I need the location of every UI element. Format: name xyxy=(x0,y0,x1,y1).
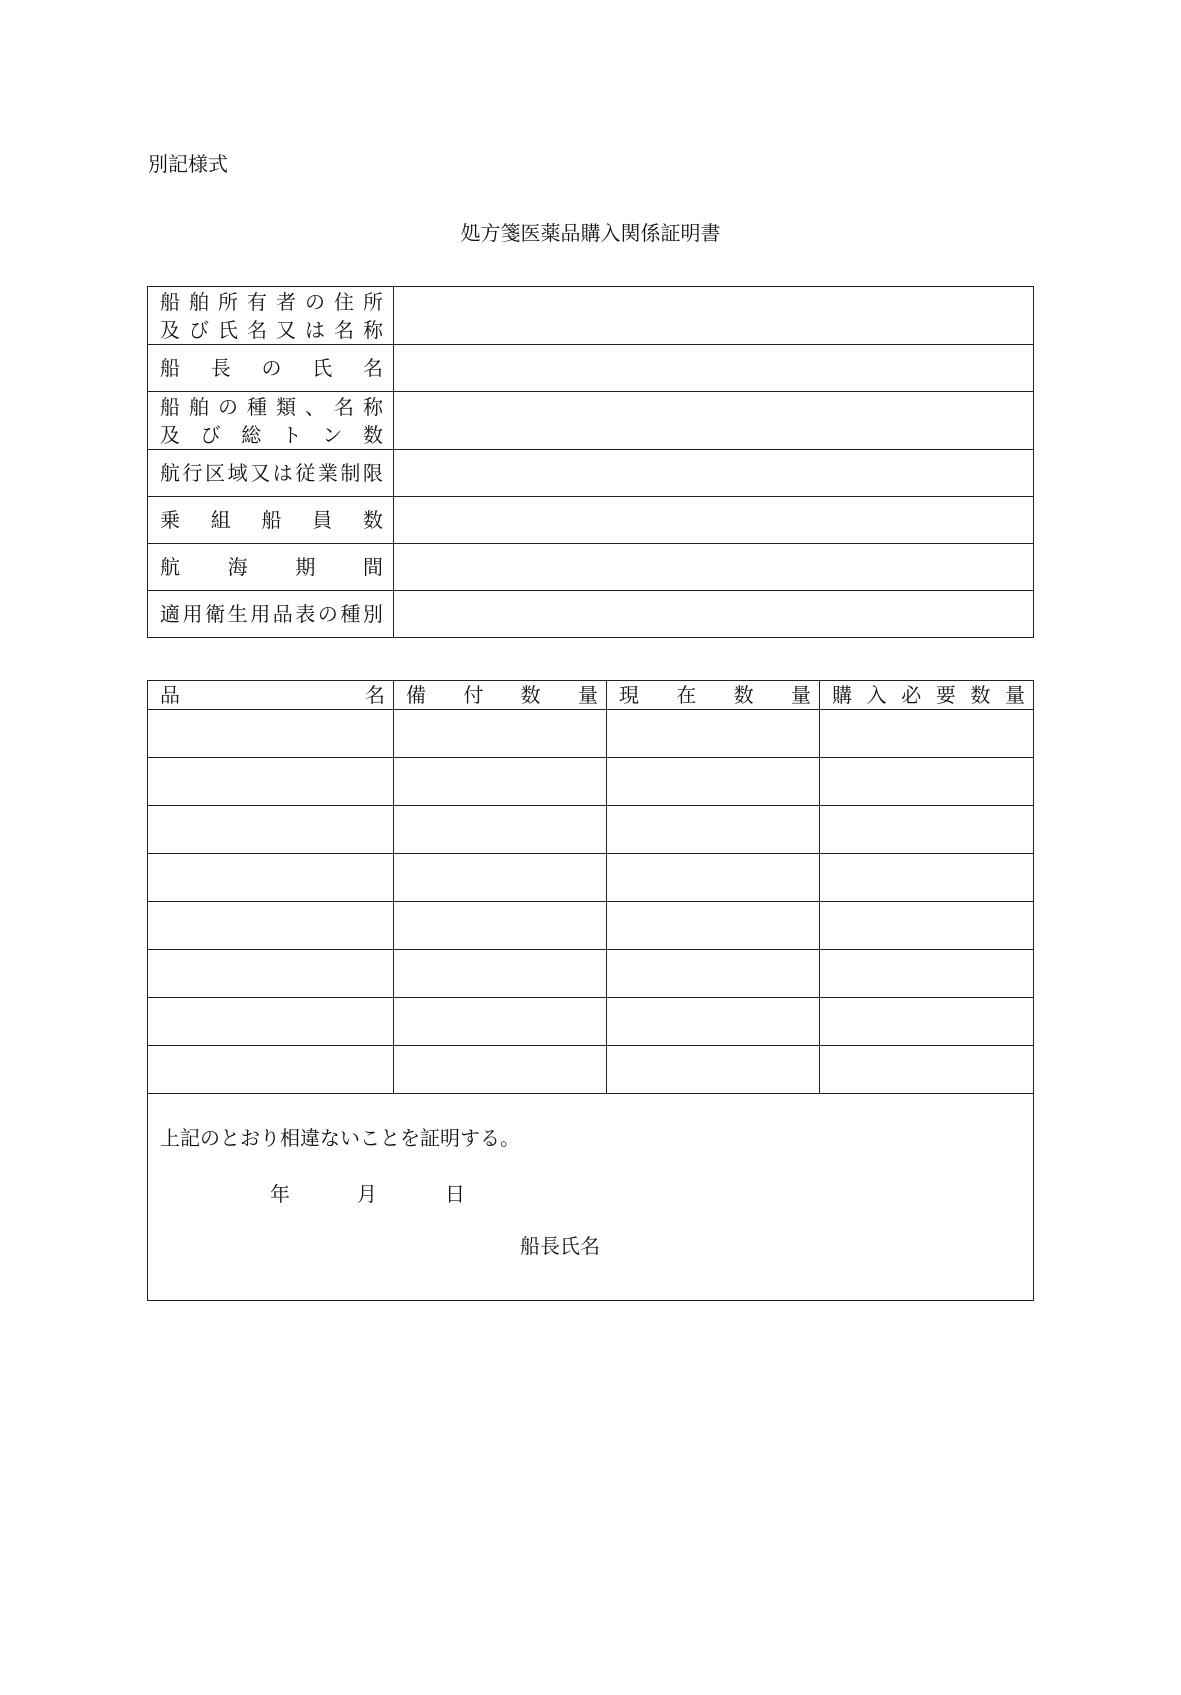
info-value-cell[interactable] xyxy=(394,450,1034,497)
date-day-label: 日 xyxy=(445,1182,465,1206)
items-header-row xyxy=(148,681,1034,710)
item-row xyxy=(148,902,1034,950)
item-row xyxy=(148,998,1034,1046)
document-title xyxy=(0,220,1181,246)
item-cell[interactable] xyxy=(394,1046,607,1094)
item-cell[interactable] xyxy=(394,950,607,998)
item-cell[interactable] xyxy=(148,1046,394,1094)
item-row xyxy=(148,854,1034,902)
item-cell[interactable] xyxy=(148,998,394,1046)
form-label: 別記様式 xyxy=(148,152,228,176)
item-cell[interactable] xyxy=(394,710,607,758)
info-row xyxy=(148,497,1034,544)
info-label-line: 船 長 の 氏 名 xyxy=(160,356,383,380)
info-label-cell xyxy=(148,497,394,544)
info-label-line: 船 舶 所 有 者 の 住 所 xyxy=(160,289,383,314)
items-header-cell xyxy=(607,681,820,710)
items-header-label: 品 名 xyxy=(160,683,385,707)
info-label-line: 及 び 総 ト ン 数 xyxy=(160,422,383,447)
info-value-cell[interactable] xyxy=(394,287,1034,345)
item-cell[interactable] xyxy=(820,998,1034,1046)
item-cell[interactable] xyxy=(394,902,607,950)
info-value-cell[interactable] xyxy=(394,345,1034,392)
info-value-cell[interactable] xyxy=(394,392,1034,450)
item-cell[interactable] xyxy=(820,950,1034,998)
info-label-line: 適 用 衛 生 用 品 表 の 種 別 xyxy=(160,602,383,626)
item-cell[interactable] xyxy=(607,710,820,758)
item-cell[interactable] xyxy=(820,806,1034,854)
info-row xyxy=(148,450,1034,497)
captain-signature-label: 船長氏名 xyxy=(520,1234,600,1258)
item-row xyxy=(148,710,1034,758)
item-cell[interactable] xyxy=(148,710,394,758)
item-row xyxy=(148,1046,1034,1094)
item-cell[interactable] xyxy=(607,902,820,950)
info-label-cell xyxy=(148,450,394,497)
info-label-cell xyxy=(148,287,394,345)
ship-info-table xyxy=(147,286,1034,638)
date-month-label: 月 xyxy=(357,1182,377,1206)
item-cell[interactable] xyxy=(148,902,394,950)
date-year-label: 年 xyxy=(270,1182,290,1206)
item-cell[interactable] xyxy=(607,758,820,806)
items-header-cell xyxy=(394,681,607,710)
info-value-cell[interactable] xyxy=(394,497,1034,544)
item-cell[interactable] xyxy=(607,998,820,1046)
info-value-cell[interactable] xyxy=(394,591,1034,638)
certification-statement: 上記のとおり相違ないことを証明する。 xyxy=(160,1126,520,1150)
item-cell[interactable] xyxy=(394,758,607,806)
document-title-text: 処方箋医薬品購入関係証明書 xyxy=(460,221,721,245)
item-cell[interactable] xyxy=(394,854,607,902)
item-cell[interactable] xyxy=(607,806,820,854)
info-row xyxy=(148,345,1034,392)
item-cell[interactable] xyxy=(820,854,1034,902)
info-value-cell[interactable] xyxy=(394,544,1034,591)
item-cell[interactable] xyxy=(820,902,1034,950)
info-label-line: 航 行 区 域 又 は 従 業 制 限 xyxy=(160,461,383,485)
info-label-cell xyxy=(148,544,394,591)
item-row xyxy=(148,806,1034,854)
certification-row xyxy=(148,1094,1034,1301)
info-label-line: 乗 組 船 員 数 xyxy=(160,508,383,532)
info-row xyxy=(148,392,1034,450)
item-cell[interactable] xyxy=(607,1046,820,1094)
item-cell[interactable] xyxy=(394,806,607,854)
item-cell[interactable] xyxy=(148,854,394,902)
item-cell[interactable] xyxy=(148,950,394,998)
item-cell[interactable] xyxy=(607,950,820,998)
item-cell[interactable] xyxy=(820,710,1034,758)
item-cell[interactable] xyxy=(820,758,1034,806)
medicine-items-table xyxy=(147,680,1034,1301)
items-header-label: 購 入 必 要 数 量 xyxy=(832,683,1025,707)
item-cell[interactable] xyxy=(394,998,607,1046)
item-cell[interactable] xyxy=(148,758,394,806)
item-cell[interactable] xyxy=(148,806,394,854)
items-header-cell xyxy=(148,681,394,710)
info-row xyxy=(148,287,1034,345)
items-header-label: 現 在 数 量 xyxy=(619,683,811,707)
items-header-cell xyxy=(820,681,1034,710)
info-label-line: 船 舶 の 種 類 、 名 称 xyxy=(160,394,383,419)
info-label-cell xyxy=(148,392,394,450)
certification-cell xyxy=(148,1094,1034,1301)
info-label-cell xyxy=(148,591,394,638)
info-row xyxy=(148,544,1034,591)
info-row xyxy=(148,591,1034,638)
item-cell[interactable] xyxy=(820,1046,1034,1094)
item-row xyxy=(148,950,1034,998)
item-row xyxy=(148,758,1034,806)
items-header-label: 備 付 数 量 xyxy=(406,683,598,707)
item-cell[interactable] xyxy=(607,854,820,902)
info-label-line: 及 び 氏 名 又 は 名 称 xyxy=(160,317,383,342)
info-label-cell xyxy=(148,345,394,392)
info-label-line: 航 海 期 間 xyxy=(160,555,383,579)
